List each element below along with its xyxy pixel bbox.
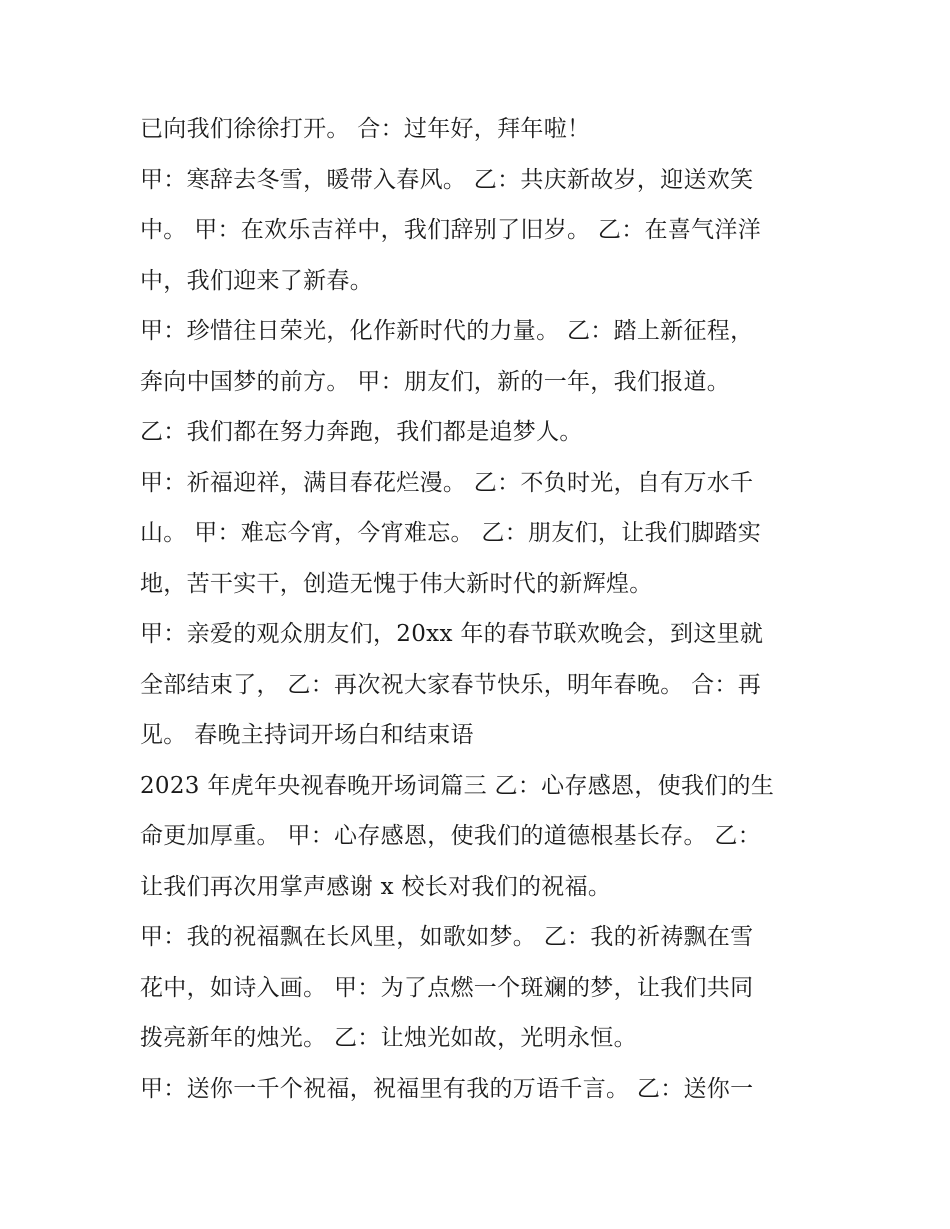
- text-line: 全部结束了， 乙：再次祝大家春节快乐，明年春晚。 合：再: [140, 671, 762, 698]
- text-line: 乙：我们都在努力奔跑，我们都是追梦人。: [140, 419, 583, 445]
- text-line: 甲：我的祝福飘在长风里，如歌如梦。 乙：我的祈祷飘在雪: [140, 924, 754, 950]
- text-line: 命更加厚重。 甲：心存感恩，使我们的道德根基长存。 乙：: [140, 823, 762, 849]
- text-line: 山。 甲：难忘今宵，今宵难忘。 乙：朋友们，让我们脚踏实: [140, 520, 762, 546]
- text-line: 中。 甲：在欢乐吉祥中，我们辞别了旧岁。 乙：在喜气洋洋: [140, 217, 762, 243]
- text-line: 甲：珍惜往日荣光，化作新时代的力量。 乙：踏上新征程，: [140, 318, 754, 344]
- text-line: 见。 春晚主持词开场白和结束语: [140, 722, 474, 748]
- text-line: 甲：送你一千个祝福，祝福里有我的万语千言。 乙：送你一: [140, 1075, 754, 1102]
- text-line: 地，苦干实干，创造无愧于伟大新时代的新辉煌。: [140, 570, 653, 597]
- text-line: 甲：寒辞去冬雪，暖带入春风。 乙：共庆新故岁，迎送欢笑: [140, 166, 754, 193]
- text-line: 已向我们徐徐打开。 合：过年好，拜年啦！: [140, 116, 591, 142]
- document-body: [140, 104, 810, 1114]
- text-line: 2023 年虎年央视春晚开场词篇三 乙：心存感恩，使我们的生: [140, 772, 775, 799]
- text-line: 拨亮新年的烛光。 乙：让烛光如故，光明永恒。: [140, 1025, 637, 1051]
- text-line: 让我们再次用掌声感谢 x 校长对我们的祝福。: [140, 873, 612, 900]
- text-line: 甲：祈福迎祥，满目春花烂漫。 乙：不负时光，自有万水千: [140, 469, 754, 496]
- text-line: 中，我们迎来了新春。: [140, 267, 373, 294]
- text-line: 花中，如诗入画。 甲：为了点燃一个斑斓的梦，让我们共同: [140, 974, 754, 1001]
- text-line: 奔向中国梦的前方。 甲：朋友们，新的一年，我们报道。: [140, 368, 731, 395]
- text-line: 甲：亲爱的观众朋友们，20xx 年的春节联欢晚会，到这里就: [140, 621, 764, 647]
